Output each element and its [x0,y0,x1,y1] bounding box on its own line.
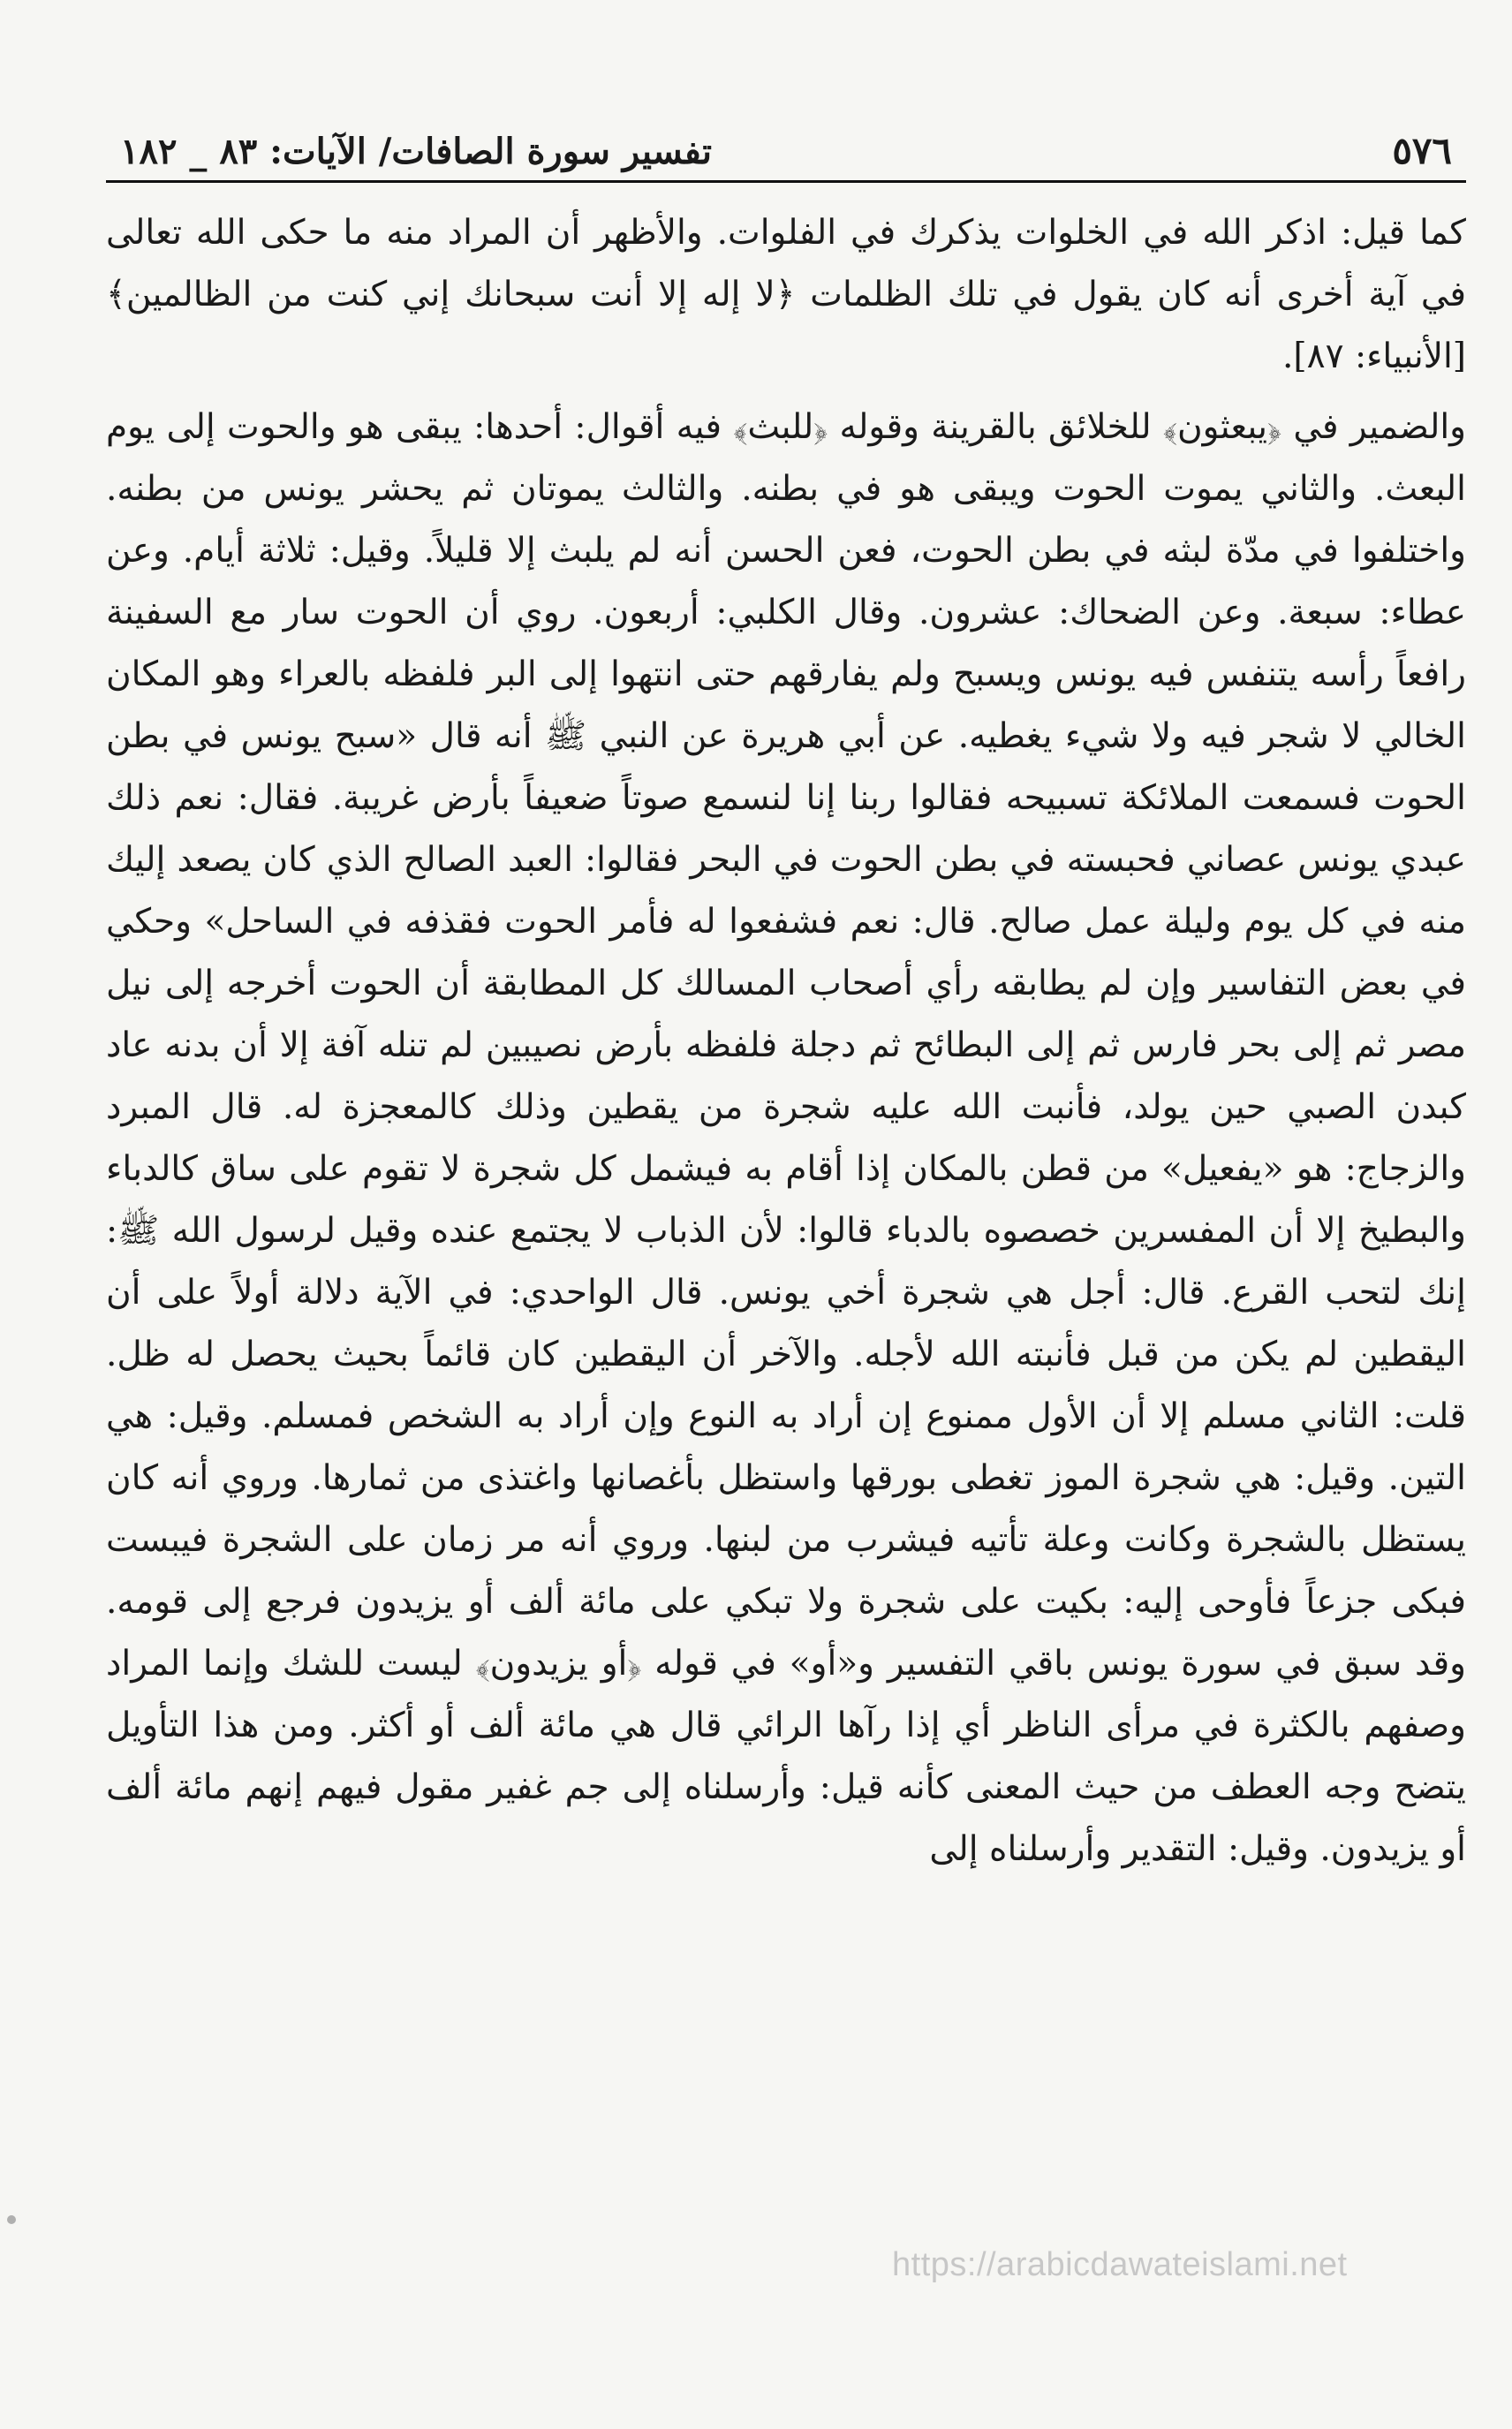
book-page [106,106,1466,2367]
paragraph-1: كما قيل: اذكر الله في الخلوات يذكرك في الفلوات. والأظهر أن المراد منه ما حكى الله تعالى في آية أخرى أنه كان يقول في تلك الظلمات ﴿لا إله إلا أنت سبحانك إني كنت من الظالمين﴾ [الأنبياء: ٨٧]. [106,213,1466,376]
page-header [106,106,1466,170]
running-title: تفسير سورة الصافات/ الآيات: ٨٣ _ ١٨٢ [120,131,713,172]
header-divider [106,180,1466,183]
page-body [106,202,1466,1880]
website-watermark: https://arabicdawateislami.net [892,2246,1348,2283]
paragraph-2: والضمير في ﴿يبعثون﴾ للخلائق بالقرينة وقوله ﴿للبث﴾ فيه أقوال: أحدها: يبقى هو والحوت إلى يوم البعث. والثاني يموت الحوت ويبقى هو في بطنه. والثالث يموتان ثم يحشر يونس من بطنه. واختلفوا في مدّة لبثه في بطن الحوت، فعن الحسن أنه لم يلبث إلا قليلاً. وقيل: ثلاثة أيام. وعن عطاء: سبعة. وعن الضحاك: عشرون. وقال الكلبي: أربعون. روي أن الحوت سار مع السفينة رافعاً رأسه يتنفس فيه يونس ويسبح ولم يفارقهم حتى انتهوا إلى البر فلفظه بالعراء وهو المكان الخالي لا شجر فيه ولا شيء يغطيه. عن أبي هريرة عن النبي ﷺ أنه قال «سبح يونس في بطن الحوت فسمعت الملائكة تسبيحه فقالوا ربنا إنا لنسمع صوتاً ضعيفاً بأرض غريبة. فقال: نعم ذلك عبدي يونس عصاني فحبسته في بطن الحوت في البحر فقالوا: العبد الصالح الذي كان يصعد إليك منه في كل يوم وليلة عمل صالح. قال: نعم فشفعوا له فأمر الحوت فقذفه في الساحل» وحكي في بعض التفاسير وإن لم يطابقه رأي أصحاب المسالك كل المطابقة أن الحوت أخرجه إلى نيل مصر ثم إلى بحر فارس ثم إلى البطائح ثم دجلة فلفظه بأرض نصيبين لم تنله آفة إلا أن بدنه عاد كبدن الصبي حين يولد، فأنبت الله عليه شجرة من يقطين وذلك كالمعجزة له. قال المبرد والزجاج: هو «يفعيل» من قطن بالمكان إذا أقام به فيشمل كل شجرة لا تقوم على ساق كالدباء والبطيخ إلا أن المفسرين خصصوه بالدباء قالوا: لأن الذباب لا يجتمع عنده وقيل لرسول الله ﷺ: إنك لتحب القرع. قال: أجل هي شجرة أخي يونس. قال الواحدي: في الآية دلالة أولاً على أن اليقطين لم يكن من قبل فأنبته الله لأجله. والآخر أن اليقطين كان قائماً بحيث يحصل له ظل. قلت: الثاني مسلم إلا أن الأول ممنوع إن أراد به النوع وإن أراد به الشخص فمسلم. وقيل: هي التين. وقيل: هي شجرة الموز تغطى بورقها واستظل بأغصانها واغتذى من ثمارها. وروي أنه كان يستظل بالشجرة وكانت وعلة تأتيه فيشرب من لبنها. وروي أنه مر زمان على الشجرة فيبست فبكى جزعاً فأوحى إليه: بكيت على شجرة ولا تبكي على مائة ألف أو يزيدون فرجع إلى قومه. وقد سبق في سورة يونس باقي التفسير و«أو» في قوله ﴿أو يزيدون﴾ ليست للشك وإنما المراد وصفهم بالكثرة في مرأى الناظر أي إذا رآها الرائي قال هي مائة ألف أو أكثر. ومن هذا التأويل يتضح وجه العطف من حيث المعنى كأنه قيل: وأرسلناه إلى جم غفير مقول فيهم إنهم مائة ألف أو يزيدون. وقيل: التقدير وأرسلناه إلى [106,407,1466,1869]
page-number: ٥٧٦ [1392,129,1452,172]
scan-speck [7,2215,16,2224]
